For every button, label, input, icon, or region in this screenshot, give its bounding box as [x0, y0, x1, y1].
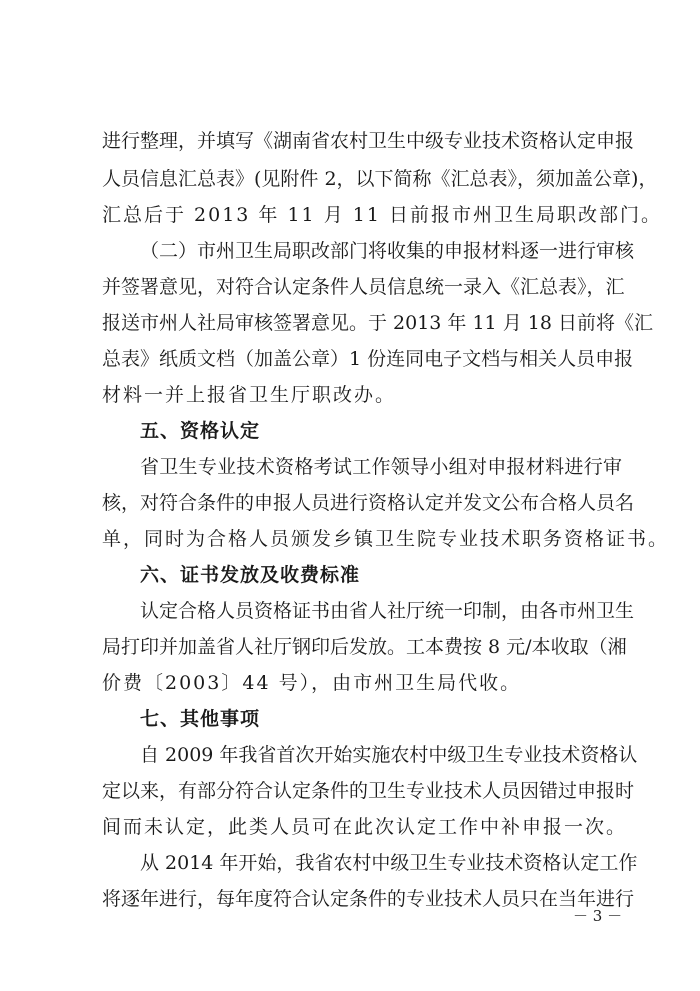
text-line: （二）市州卫生局职改部门将收集的申报材料逐一进行审核: [140, 240, 635, 262]
text-line: 价费〔2003〕44 号），由市州卫生局代收。: [102, 672, 522, 694]
text-line: 汇总后于 2013 年 11 月 11 日前报市州卫生局职改部门。: [102, 204, 662, 226]
section-heading: 六、证书发放及收费标准: [140, 564, 361, 586]
text-line: 报送市州人社局审核签署意见。于 2013 年 11 月 18 日前将《汇: [102, 312, 653, 334]
text-line: 核，对符合条件的申报人员进行资格认定并发文公布合格人员名: [102, 492, 635, 514]
page-number: － 3 －: [573, 907, 623, 925]
text-line: 省卫生专业技术资格考试工作领导小组对申报材料进行审: [140, 456, 622, 478]
text-line: 总表》纸质文档（加盖公章）1 份连同电子文档与相关人员申报: [102, 348, 634, 370]
text-line: 单，同时为合格人员颁发乡镇卫生院专业技术职务资格证书。: [102, 528, 670, 550]
text-line: 间而未认定，此类人员可在此次认定工作中补申报一次。: [102, 816, 628, 838]
section-heading: 五、资格认定: [140, 420, 261, 442]
text-line: 进行整理，并填写《湖南省农村卫生中级专业技术资格认定申报: [102, 130, 635, 152]
text-line: 局打印并加盖省人社厅钢印后发放。工本费按 8 元/本收取（湘: [102, 636, 627, 658]
text-line: 自 2009 年我省首次开始实施农村中级卫生专业技术资格认: [140, 744, 638, 766]
text-line: 材料一并上报省卫生厅职改办。: [102, 384, 397, 406]
text-line: 定以来，有部分符合认定条件的卫生专业技术人员因错过申报时: [102, 780, 635, 802]
text-line: 认定合格人员资格证书由省人社厅统一印制，由各市州卫生: [140, 600, 635, 622]
text-line: 人员信息汇总表》(见附件 2，以下简称《汇总表》，须加盖公章)，: [102, 168, 658, 190]
text-line: 从 2014 年开始，我省农村中级卫生专业技术资格认定工作: [140, 852, 638, 874]
text-line: 并签署意见，对符合认定条件人员信息统一录入《汇总表》，汇: [102, 276, 625, 298]
text-line: 将逐年进行，每年度符合认定条件的专业技术人员只在当年进行: [102, 888, 635, 910]
section-heading: 七、其他事项: [140, 708, 261, 730]
